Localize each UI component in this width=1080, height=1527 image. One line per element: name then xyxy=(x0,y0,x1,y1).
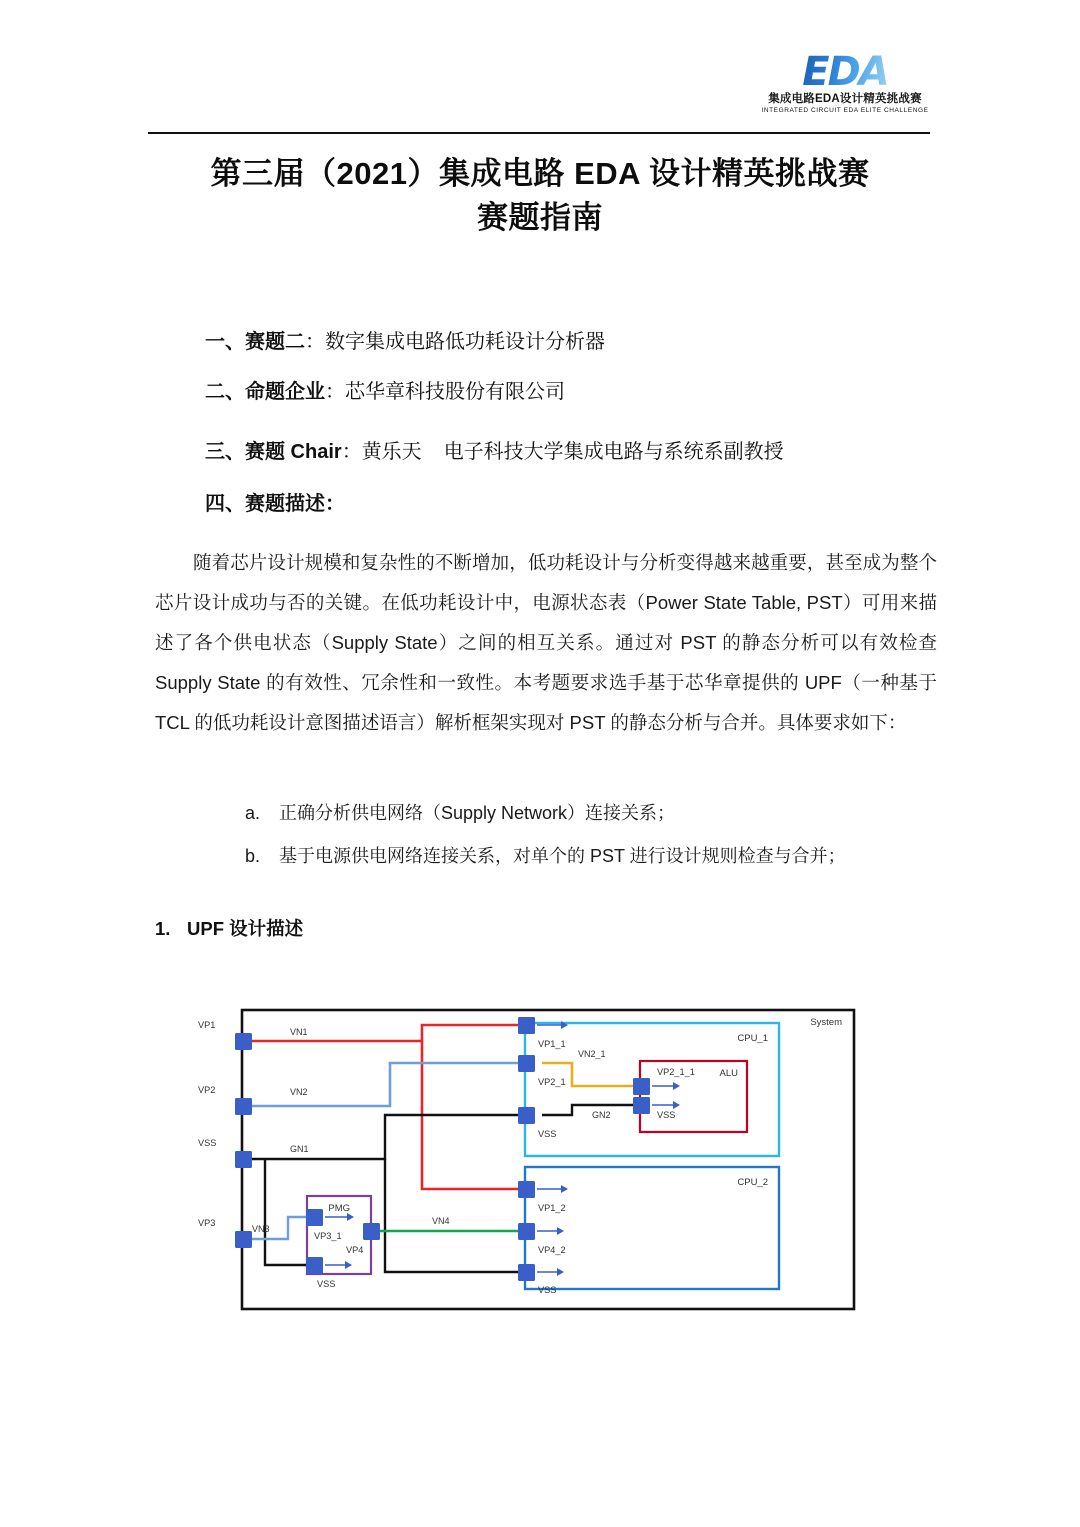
section-1-number: 1. xyxy=(155,918,171,939)
heading-2-num: 二、 xyxy=(205,381,245,403)
port-vss-system[interactable] xyxy=(235,1151,252,1168)
port-label-vss-alu: VSS xyxy=(657,1110,676,1120)
heading-1-value: 数字集成电路低功耗设计分析器 xyxy=(325,331,605,353)
block-alu-label: ALU xyxy=(719,1068,738,1079)
heading-1-num: 一、 xyxy=(205,331,245,353)
block-cpu2-label: CPU_2 xyxy=(737,1177,768,1188)
net-label-vn2: VN2 xyxy=(290,1087,308,1097)
heading-1-label: 赛题二 xyxy=(245,331,305,353)
heading-3-value2: 电子科技大学集成电路与系统系副教授 xyxy=(443,441,784,463)
requirement-b-text: 基于电源供电网络连接关系，对单个的 PST 进行设计规则检查与合并； xyxy=(279,846,846,866)
port-vp1[interactable] xyxy=(235,1033,252,1050)
heading-2-sep: ： xyxy=(325,381,345,403)
page-title-line1: 第三届（2021）集成电路 EDA 设计精英挑战赛 xyxy=(210,156,870,191)
net-gn1-to-cpu2 xyxy=(385,1159,532,1272)
port-vp3[interactable] xyxy=(235,1231,252,1248)
requirement-item-a xyxy=(245,803,675,825)
arrowhead-vp3-1 xyxy=(347,1213,354,1221)
port-label-vp4: VP4 xyxy=(346,1245,364,1255)
net-label-vn2-1: VN2_1 xyxy=(578,1049,606,1059)
net-vn1-segment-upper xyxy=(246,1025,532,1041)
net-label-vn1: VN1 xyxy=(290,1027,308,1037)
port-label-vss-pmg: VSS xyxy=(317,1279,336,1289)
requirement-b-marker: b. xyxy=(245,846,261,866)
net-vn2 xyxy=(246,1063,532,1106)
requirement-a-marker: a. xyxy=(245,803,261,823)
heading-item-3 xyxy=(205,440,784,464)
net-gn1-to-cpu1 xyxy=(246,1115,532,1159)
diagram-svg xyxy=(180,985,880,1335)
port-vss-alu[interactable] xyxy=(633,1097,650,1114)
port-label-vp3: VP3 xyxy=(198,1218,216,1228)
port-label-vp2-1: VP2_1 xyxy=(538,1077,566,1087)
port-label-vp1: VP1 xyxy=(198,1020,216,1030)
port-label-vss-sys: VSS xyxy=(198,1138,217,1148)
body-paragraph: 随着芯片设计规模和复杂性的不断增加，低功耗设计与分析变得越来越重要，甚至成为整个芯片设计成功与否的关键。在低功耗设计中，电源状态表（Power State Table, PST）可用来描述了各个供电状态（Supply State）之间的相互关系。通过对 PST 的静态分析可以有效检查 Supply State 的有效性、冗余性和一致性。本考题要求选手基于芯华章提供的 UPF（一种基于 TCL 的低功耗设计意图描述语言）解析框架实现对 PST 的静态分析与合并。具体要求如下： xyxy=(155,552,937,733)
requirement-a-text: 正确分析供电网络（Supply Network）连接关系； xyxy=(279,803,676,823)
port-label-group xyxy=(198,1020,695,1295)
port-vss-cpu2[interactable] xyxy=(518,1264,535,1281)
eda-wordmark-icon: EDA xyxy=(802,49,888,95)
block-system-label: System xyxy=(810,1017,842,1028)
port-vss-cpu1[interactable] xyxy=(518,1107,535,1124)
heading-item-2 xyxy=(205,380,565,404)
net-label-vn4: VN4 xyxy=(432,1216,450,1226)
heading-1-sep: ： xyxy=(305,331,325,353)
requirement-item-b xyxy=(245,846,846,868)
port-label-vp3-1: VP3_1 xyxy=(314,1231,342,1241)
page-title xyxy=(150,152,930,240)
net-gn1-to-pmg xyxy=(265,1159,313,1265)
port-vss-pmg[interactable] xyxy=(306,1257,323,1274)
arrowhead-vss-alu xyxy=(673,1101,680,1109)
net-label-gn1: GN1 xyxy=(290,1144,309,1154)
port-label-vss-cpu1: VSS xyxy=(538,1129,557,1139)
heading-4-sep: ： xyxy=(325,493,345,515)
eda-challenge-logo xyxy=(755,49,935,114)
port-label-vp2: VP2 xyxy=(198,1085,216,1095)
upf-supply-network-diagram xyxy=(180,985,880,1335)
logo-chinese-text: 集成电路EDA设计精英挑战赛 xyxy=(768,93,922,105)
arrowhead-vss-pmg xyxy=(345,1261,352,1269)
arrowhead-vp2-1-1 xyxy=(673,1082,680,1090)
heading-4-label: 赛题描述 xyxy=(245,493,325,515)
arrowhead-vp4-2 xyxy=(557,1227,564,1235)
net-label-vn3: VN3 xyxy=(252,1224,270,1234)
block-pmg-label: PMG xyxy=(328,1203,350,1214)
port-vp2[interactable] xyxy=(235,1098,252,1115)
logo-english-text: INTEGRATED CIRCUIT EDA ELITE CHALLENGE xyxy=(761,106,929,114)
heading-item-1 xyxy=(205,330,605,354)
section-1-heading xyxy=(155,915,303,941)
port-vp1-2[interactable] xyxy=(518,1181,535,1198)
heading-4-num: 四、 xyxy=(205,493,245,515)
port-vp1-1[interactable] xyxy=(518,1017,535,1034)
net-label-gn2: GN2 xyxy=(592,1110,611,1120)
section-1-title: UPF 设计描述 xyxy=(187,918,304,939)
arrowhead-vss-cpu2 xyxy=(557,1268,564,1276)
port-label-vp1-2: VP1_2 xyxy=(538,1203,566,1213)
port-vp4-2[interactable] xyxy=(518,1223,535,1240)
heading-3-value: 黄乐天 xyxy=(361,441,422,463)
port-label-vp2-1-1: VP2_1_1 xyxy=(657,1067,695,1077)
heading-item-4 xyxy=(205,492,345,516)
heading-3-label: 赛题 Chair xyxy=(245,441,342,463)
port-vp2-1-1[interactable] xyxy=(633,1078,650,1095)
heading-3-num: 三、 xyxy=(205,441,245,463)
port-label-vp1-1: VP1_1 xyxy=(538,1039,566,1049)
heading-3-sep: ： xyxy=(341,441,362,463)
heading-2-label: 命题企业 xyxy=(245,381,325,403)
page-title-line2: 赛题指南 xyxy=(477,200,603,236)
header-divider xyxy=(148,132,930,134)
port-vp2-1[interactable] xyxy=(518,1055,535,1072)
arrowhead-vp1-2 xyxy=(561,1185,568,1193)
block-cpu1-label: CPU_1 xyxy=(737,1033,768,1044)
port-vp3-1[interactable] xyxy=(306,1209,323,1226)
port-vp4[interactable] xyxy=(363,1223,380,1240)
port-label-vp4-2: VP4_2 xyxy=(538,1245,566,1255)
heading-2-value: 芯华章科技股份有限公司 xyxy=(345,381,565,403)
port-label-vss-cpu2: VSS xyxy=(538,1285,557,1295)
